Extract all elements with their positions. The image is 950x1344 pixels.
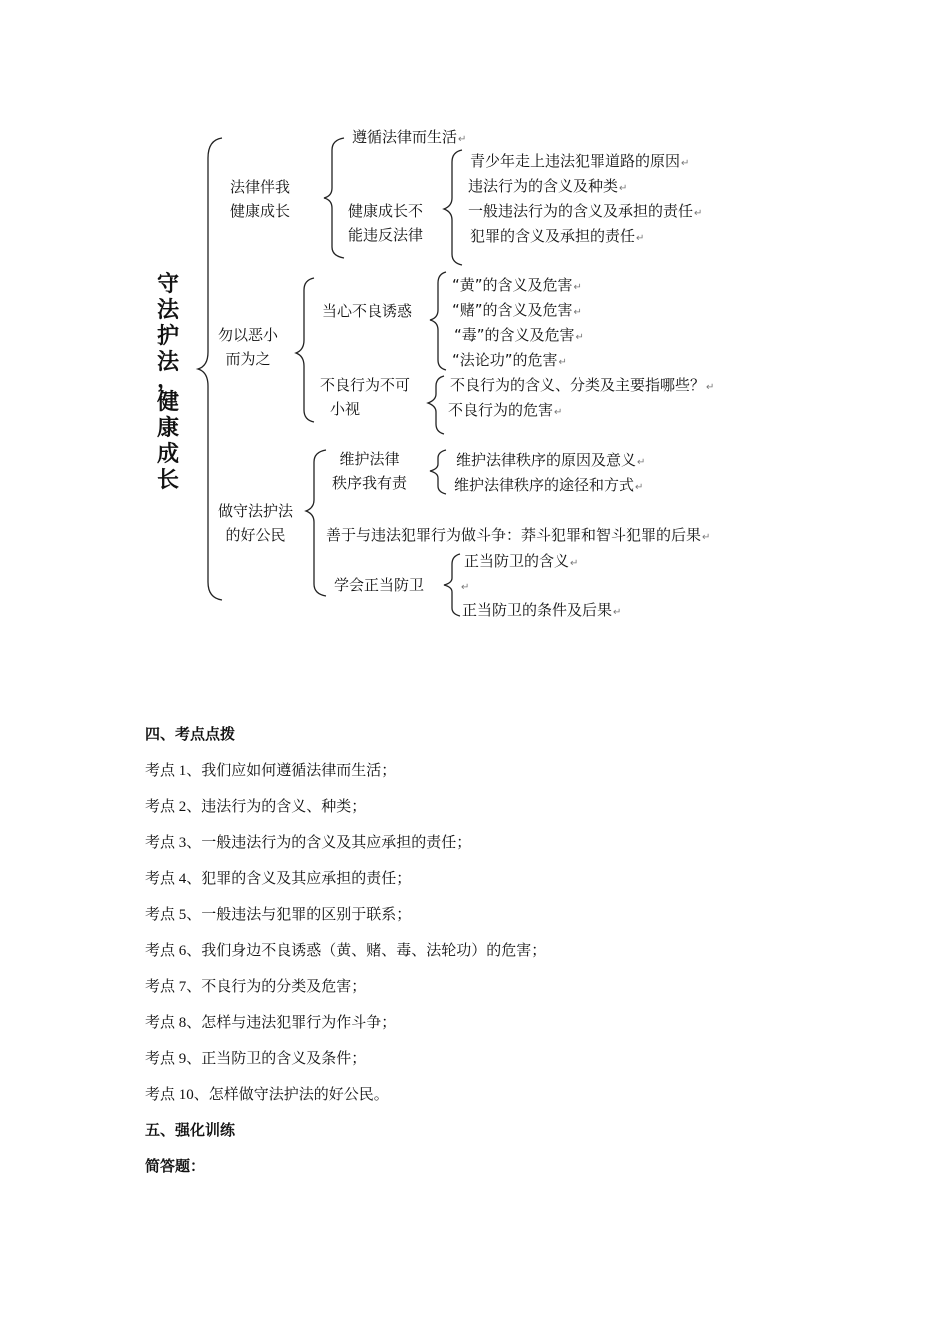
level1-node-good-citizen [218,502,293,544]
title-char: 健 [156,390,179,415]
title-char: 长 [156,468,179,493]
node-line: 不良行为不可 [320,376,411,394]
b3-child-self-defense: 学会正当防卫 [334,576,425,594]
b3-leaf: 正当防卫的含义↵ [464,552,579,570]
node-line: 勿以恶小 [218,326,279,344]
b2-leaf: “法论功”的危害↵ [452,351,567,369]
b2-leaf: 不良行为的危害↵ [448,401,563,419]
b3-child-maintain-order [332,450,407,492]
exam-point-item: 考点 7、不良行为的分类及危害； [145,979,367,995]
b3-leaf: 维护法律秩序的途径和方式↵ [454,476,644,494]
b2-leaf: 不良行为的含义、分类及主要指哪些？↵ [450,376,715,394]
b1-child-dont-violate [348,202,423,244]
level1-node-no-small-evil [218,326,278,368]
node-line: 维护法律 [339,450,400,468]
b2-child-temptation: 当心不良诱惑 [322,302,413,320]
node-line: 做守法护法 [218,502,294,520]
node-line: 而为之 [225,350,271,368]
node-line: 秩序我有责 [332,474,408,492]
exam-point-item: 考点 6、我们身边不良诱惑（黄、赌、毒、法轮功）的危害； [145,943,547,959]
exam-point-item: 考点 2、违法行为的含义、种类； [145,799,367,815]
b1-leaf: 青少年走上违法犯罪道路的原因↵ [470,152,690,170]
node-line: 能违反法律 [348,226,424,244]
title-char: 康 [156,416,179,441]
title-char: ， [156,368,179,393]
exam-point-item: 考点 9、正当防卫的含义及条件； [145,1051,367,1067]
level1-node-law-growth [230,178,290,220]
node-line: 健康成长 [230,202,291,220]
exam-point-item: 考点 8、怎样与违法犯罪行为作斗争； [145,1015,397,1031]
title-char: 护 [156,324,179,349]
b1-leaf: 违法行为的含义及种类↵ [468,177,628,195]
node-line: 法律伴我 [230,178,291,196]
exam-point-item: 考点 3、一般违法行为的含义及其应承担的责任； [145,835,472,851]
exam-point-item: 考点 1、我们应如何遵循法律而生活； [145,763,397,779]
exam-point-item: 考点 10、怎样做守法护法的好公民。 [145,1087,389,1103]
exam-point-item: 考点 4、犯罪的含义及其应承担的责任； [145,871,412,887]
section5-heading: 五、强化训练 [145,1123,236,1139]
title-char: 守 [156,272,179,297]
node-line: 小视 [330,400,361,418]
b1-child-follow-law: 遵循法律而生活↵ [352,128,467,146]
section4-heading: 四、考点点拨 [145,727,236,743]
b3-child-fight-crime: 善于与违法犯罪行为做斗争：莽斗犯罪和智斗犯罪的后果↵ [326,526,711,544]
b2-leaf: “毒”的含义及危害↵ [454,326,584,344]
title-char: 法 [156,298,179,323]
b3-leaf: 正当防卫的条件及后果↵ [462,601,622,619]
short-answer-heading: 简答题： [145,1159,206,1175]
empty-line-mark: ↵ [461,582,470,593]
node-line: 健康成长不 [348,202,424,220]
exam-point-item: 考点 5、一般违法与犯罪的区别于联系； [145,907,412,923]
b2-child-bad-behavior [320,376,410,418]
mindmap-title [156,272,180,494]
title-char: 成 [156,442,179,467]
b2-leaf: “黄”的含义及危害↵ [452,276,582,294]
b1-leaf: 犯罪的含义及承担的责任↵ [470,227,645,245]
title-char: 法 [156,350,179,375]
b1-leaf: 一般违法行为的含义及承担的责任↵ [468,202,703,220]
node-line: 的好公民 [225,526,286,544]
b3-leaf: 维护法律秩序的原因及意义↵ [456,451,646,469]
b2-leaf: “赌”的含义及危害↵ [452,301,582,319]
